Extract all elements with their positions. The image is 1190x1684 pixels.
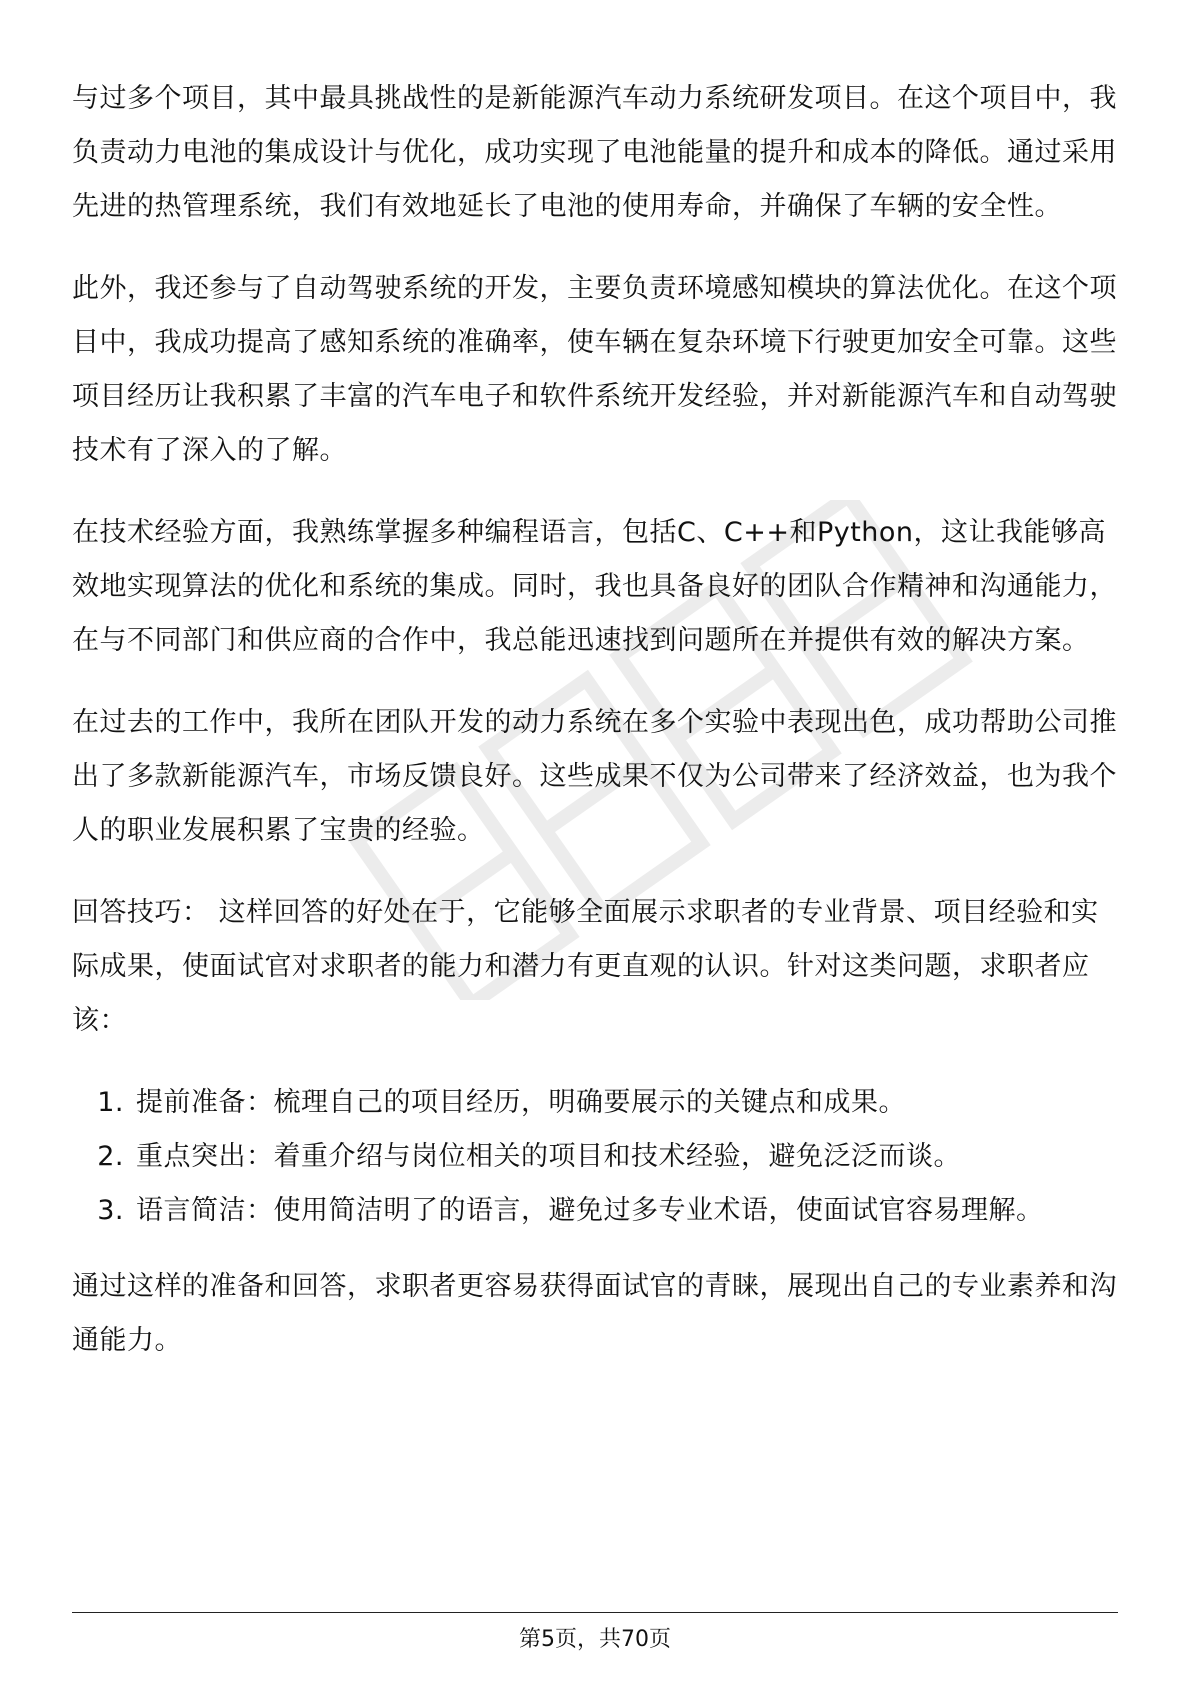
list-item-number: 3. [97, 1195, 124, 1226]
page-number: 第5页，共70页 [519, 1627, 671, 1652]
list-item-text: 语言简洁：使用简洁明了的语言，避免过多专业术语，使面试官容易理解。 [136, 1195, 1044, 1226]
list-item [72, 1184, 1122, 1238]
paragraph-autonomous-driving: 此外，我还参与了自动驾驶系统的开发，主要负责环境感知模块的算法优化。在这个项目中，我成功提高了感知系统的准确率，使车辆在复杂环境下行驶更加安全可靠。这些项目经历让我积累了丰富的汽车电子和软件系统开发经验，并对新能源汽车和自动驾驶技术有了深入的了解。 [72, 273, 1117, 466]
list-item-number: 2. [97, 1141, 124, 1172]
footer-divider [72, 1612, 1118, 1613]
document-body [72, 72, 1122, 1396]
paragraph-project-experience: 与过多个项目，其中最具挑战性的是新能源汽车动力系统研发项目。在这个项目中，我负责动力电池的集成设计与优化，成功实现了电池能量的提升和成本的降低。通过采用先进的热管理系统，我们有效地延长了电池的使用寿命，并确保了车辆的安全性。 [72, 83, 1117, 222]
tips-list [72, 1076, 1122, 1238]
paragraph-technical-skills: 在技术经验方面，我熟练掌握多种编程语言，包括C、C++和Python，这让我能够高效地实现算法的优化和系统的集成。同时，我也具备良好的团队合作精神和沟通能力，在与不同部门和供应商的合作中，我总能迅速找到问题所在并提供有效的解决方案。 [72, 517, 1117, 656]
paragraph-answer-tips: 回答技巧： 这样回答的好处在于，它能够全面展示求职者的专业背景、项目经验和实际成果，使面试官对求职者的能力和潜力有更直观的认识。针对这类问题，求职者应该： [72, 897, 1099, 1036]
paragraph-closing: 通过这样的准备和回答，求职者更容易获得面试官的青睐，展现出自己的专业素养和沟通能力。 [72, 1271, 1117, 1356]
list-item [72, 1076, 1122, 1130]
paragraph-achievements: 在过去的工作中，我所在团队开发的动力系统在多个实验中表现出色，成功帮助公司推出了多款新能源汽车，市场反馈良好。这些成果不仅为公司带来了经济效益，也为我个人的职业发展积累了宝贵的经验。 [72, 707, 1117, 846]
list-item-number: 1. [97, 1087, 124, 1118]
list-item [72, 1130, 1122, 1184]
list-item-text: 重点突出：着重介绍与岗位相关的项目和技术经验，避免泛泛而谈。 [136, 1141, 961, 1172]
list-item-text: 提前准备：梳理自己的项目经历，明确要展示的关键点和成果。 [136, 1087, 906, 1118]
